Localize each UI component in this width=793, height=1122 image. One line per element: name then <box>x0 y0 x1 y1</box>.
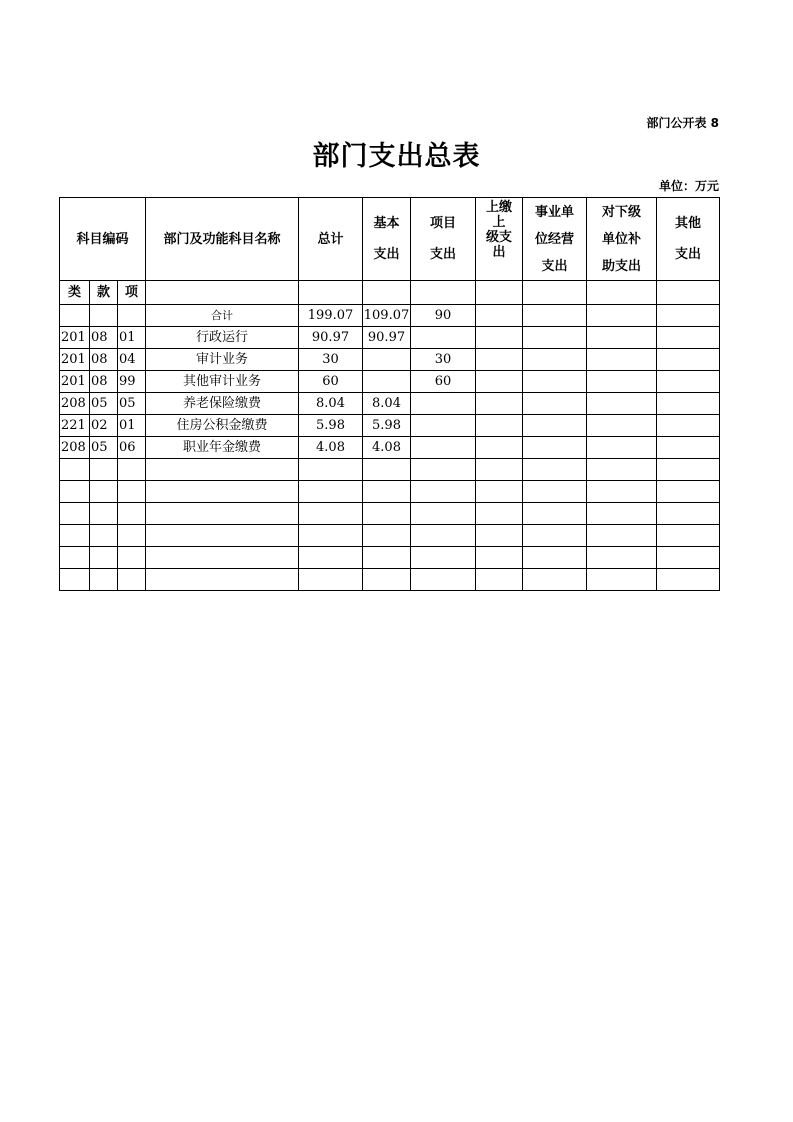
cell-total: 199.07 <box>299 305 363 327</box>
cell-total <box>299 569 363 591</box>
cell-other <box>657 569 720 591</box>
cell-xiang <box>118 305 146 327</box>
cell-lei <box>60 547 90 569</box>
cell-business <box>523 525 587 547</box>
header-upper-line3: 级支 <box>485 230 512 245</box>
cell-other <box>657 481 720 503</box>
cell-subsidy <box>587 349 657 371</box>
cell-lei <box>60 525 90 547</box>
cell-kuan: 05 <box>90 393 118 415</box>
table-row <box>60 305 720 327</box>
cell-lei: 221 <box>60 415 90 437</box>
cell-name: 行政运行 <box>146 327 299 349</box>
cell-subsidy <box>587 481 657 503</box>
cell-name: 养老保险缴费 <box>146 393 299 415</box>
cell-other <box>657 547 720 569</box>
header-upper <box>476 198 523 281</box>
header-upper-line2: 上 <box>492 215 506 230</box>
cell-name <box>146 569 299 591</box>
cell-xiang: 01 <box>118 327 146 349</box>
cell-business <box>523 327 587 349</box>
cell-xiang: 99 <box>118 371 146 393</box>
cell-upper <box>476 547 523 569</box>
cell-kuan: 08 <box>90 371 118 393</box>
cell-basic: 5.98 <box>363 415 411 437</box>
header-project-line2: 支出 <box>429 247 456 262</box>
cell-project: 90 <box>411 305 476 327</box>
cell-xiang <box>118 547 146 569</box>
header-lei: 类 <box>60 281 90 305</box>
cell-basic <box>363 569 411 591</box>
cell-basic <box>363 547 411 569</box>
cell-upper <box>476 569 523 591</box>
cell-kuan: 02 <box>90 415 118 437</box>
header-total: 总计 <box>299 198 363 281</box>
cell-other <box>657 371 720 393</box>
cell-other <box>657 525 720 547</box>
cell-business <box>523 393 587 415</box>
cell-business <box>523 437 587 459</box>
table-row <box>60 349 720 371</box>
header-project-line1: 项目 <box>429 216 456 231</box>
table-row <box>60 371 720 393</box>
cell-name: 合计 <box>146 305 299 327</box>
cell-xiang: 06 <box>118 437 146 459</box>
cell-name: 审计业务 <box>146 349 299 371</box>
page-title: 部门支出总表 <box>312 141 481 172</box>
header-subsidy <box>587 198 657 281</box>
header-subsidy-line2: 单位补 <box>601 231 641 247</box>
cell-subsidy <box>587 371 657 393</box>
cell-subsidy <box>587 327 657 349</box>
cell-upper <box>476 349 523 371</box>
header-upper-line1: 上缴 <box>485 200 512 215</box>
cell-other <box>657 415 720 437</box>
cell-kuan <box>90 547 118 569</box>
cell-total <box>299 481 363 503</box>
cell-name: 职业年金缴费 <box>146 437 299 459</box>
table-row <box>60 503 720 525</box>
cell-subsidy <box>587 459 657 481</box>
cell-other <box>657 437 720 459</box>
cell-upper <box>476 459 523 481</box>
cell-upper <box>476 415 523 437</box>
cell-name <box>146 459 299 481</box>
header-row <box>60 198 720 281</box>
cell-name <box>146 525 299 547</box>
header-basic-line1: 基本 <box>373 216 400 231</box>
cell-basic: 4.08 <box>363 437 411 459</box>
cell-upper <box>476 525 523 547</box>
cell-total: 30 <box>299 349 363 371</box>
cell-project: 60 <box>411 371 476 393</box>
header-subsidy-line3: 助支出 <box>601 258 641 274</box>
header-business <box>523 198 587 281</box>
cell-kuan: 05 <box>90 437 118 459</box>
cell-lei <box>60 481 90 503</box>
cell-kuan <box>90 459 118 481</box>
cell-project <box>411 481 476 503</box>
table-row <box>60 459 720 481</box>
cell-total: 8.04 <box>299 393 363 415</box>
cell-lei: 201 <box>60 349 90 371</box>
cell-business <box>523 459 587 481</box>
cell-lei: 201 <box>60 371 90 393</box>
cell-xiang <box>118 459 146 481</box>
table-row <box>60 393 720 415</box>
cell-other <box>657 393 720 415</box>
cell-other <box>657 327 720 349</box>
cell-subsidy <box>587 569 657 591</box>
cell-kuan <box>90 305 118 327</box>
unit-label: 单位：万元 <box>658 179 719 193</box>
cell-lei <box>60 459 90 481</box>
cell-upper <box>476 327 523 349</box>
cell-business <box>523 503 587 525</box>
cell-project <box>411 459 476 481</box>
cell-lei: 208 <box>60 393 90 415</box>
table-row <box>60 481 720 503</box>
cell-xiang <box>118 525 146 547</box>
cell-kuan <box>90 525 118 547</box>
table-row <box>60 327 720 349</box>
cell-project <box>411 569 476 591</box>
cell-business <box>523 415 587 437</box>
cell-xiang <box>118 569 146 591</box>
cell-project <box>411 327 476 349</box>
cell-upper <box>476 305 523 327</box>
cell-xiang: 05 <box>118 393 146 415</box>
cell-subsidy <box>587 525 657 547</box>
cell-subsidy <box>587 547 657 569</box>
cell-project <box>411 393 476 415</box>
cell-business <box>523 481 587 503</box>
header-upper-line4: 出 <box>492 245 506 260</box>
header-business-line1: 事业单 <box>534 204 574 220</box>
header-name: 部门及功能科目名称 <box>146 198 299 281</box>
table-row <box>60 569 720 591</box>
cell-upper <box>476 503 523 525</box>
cell-subsidy <box>587 415 657 437</box>
cell-upper <box>476 481 523 503</box>
cell-business <box>523 305 587 327</box>
header-other-line1: 其他 <box>674 216 701 231</box>
cell-business <box>523 569 587 591</box>
table-row <box>60 437 720 459</box>
cell-kuan <box>90 481 118 503</box>
cell-name <box>146 547 299 569</box>
header-basic <box>363 198 411 281</box>
cell-lei <box>60 503 90 525</box>
cell-total <box>299 547 363 569</box>
header-project <box>411 198 476 281</box>
cell-basic: 90.97 <box>363 327 411 349</box>
cell-other <box>657 503 720 525</box>
cell-basic: 8.04 <box>363 393 411 415</box>
cell-project <box>411 547 476 569</box>
cell-total <box>299 459 363 481</box>
cell-name: 住房公积金缴费 <box>146 415 299 437</box>
form-number: 部门公开表 8 <box>646 116 719 130</box>
cell-total: 60 <box>299 371 363 393</box>
header-xiang: 项 <box>118 281 146 305</box>
cell-basic <box>363 459 411 481</box>
cell-name <box>146 503 299 525</box>
cell-project <box>411 503 476 525</box>
cell-kuan: 08 <box>90 349 118 371</box>
header-business-line3: 支出 <box>541 258 568 274</box>
cell-project <box>411 415 476 437</box>
subheader-row <box>60 281 720 305</box>
cell-xiang <box>118 481 146 503</box>
cell-xiang: 01 <box>118 415 146 437</box>
cell-basic <box>363 349 411 371</box>
table-row <box>60 415 720 437</box>
cell-lei <box>60 305 90 327</box>
cell-lei <box>60 569 90 591</box>
cell-upper <box>476 393 523 415</box>
cell-basic <box>363 371 411 393</box>
cell-business <box>523 371 587 393</box>
cell-total: 5.98 <box>299 415 363 437</box>
cell-lei: 201 <box>60 327 90 349</box>
cell-kuan <box>90 503 118 525</box>
cell-total <box>299 503 363 525</box>
cell-other <box>657 349 720 371</box>
cell-other <box>657 459 720 481</box>
cell-business <box>523 349 587 371</box>
cell-upper <box>476 371 523 393</box>
cell-name: 其他审计业务 <box>146 371 299 393</box>
header-kuan: 款 <box>90 281 118 305</box>
cell-upper <box>476 437 523 459</box>
table-row <box>60 525 720 547</box>
cell-subsidy <box>587 305 657 327</box>
cell-basic: 109.07 <box>363 305 411 327</box>
cell-subsidy <box>587 437 657 459</box>
cell-subsidy <box>587 393 657 415</box>
header-subject-code: 科目编码 <box>60 198 146 281</box>
header-business-line2: 位经营 <box>534 231 574 247</box>
cell-total <box>299 525 363 547</box>
cell-other <box>657 305 720 327</box>
cell-subsidy <box>587 503 657 525</box>
cell-total: 4.08 <box>299 437 363 459</box>
cell-basic <box>363 525 411 547</box>
cell-business <box>523 547 587 569</box>
header-other <box>657 198 720 281</box>
expenditure-table <box>59 197 720 591</box>
header-other-line2: 支出 <box>674 247 701 262</box>
cell-kuan <box>90 569 118 591</box>
cell-project <box>411 525 476 547</box>
cell-xiang: 04 <box>118 349 146 371</box>
cell-lei: 208 <box>60 437 90 459</box>
cell-name <box>146 481 299 503</box>
cell-project <box>411 437 476 459</box>
header-basic-line2: 支出 <box>373 247 400 262</box>
cell-kuan: 08 <box>90 327 118 349</box>
cell-xiang <box>118 503 146 525</box>
table-row <box>60 547 720 569</box>
header-subsidy-line1: 对下级 <box>601 204 641 220</box>
cell-basic <box>363 503 411 525</box>
cell-project: 30 <box>411 349 476 371</box>
cell-total: 90.97 <box>299 327 363 349</box>
cell-basic <box>363 481 411 503</box>
